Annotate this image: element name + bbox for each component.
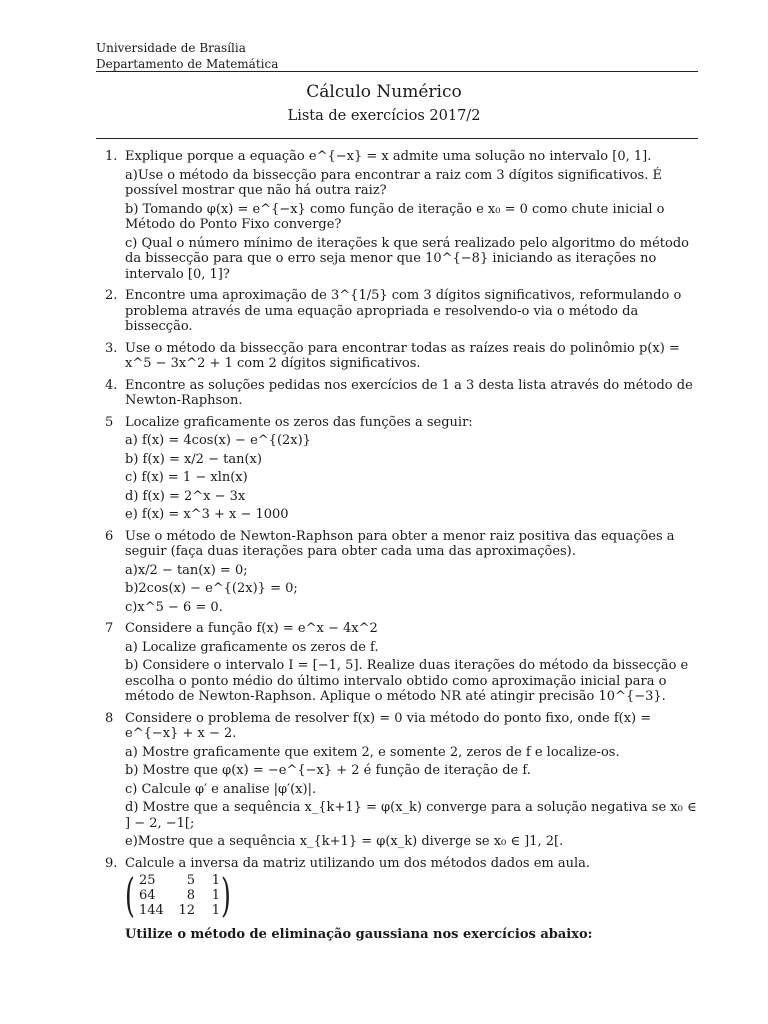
problem-part: a) Mostre graficamente que exitem 2, e somente 2, zeros de f e localize-os.: [125, 744, 620, 760]
problem-text: Use o método de Newton-Raphson para obter a menor raiz positiva das equações a seguir (faça duas iterações para obter cada uma das aproximações).: [125, 528, 675, 559]
problem-part: e) f(x) = x^3 + x − 1000: [125, 507, 289, 522]
matrix-cell: 5: [186, 873, 195, 888]
problem-number: 3.: [105, 340, 118, 356]
matrix-cell: 12: [178, 903, 195, 918]
problem-4: [96, 378, 698, 409]
problem-part: e)Mostre que a sequência x_{k+1} = φ(x_k) diverge se x₀ ∈ ]1, 2[.: [125, 834, 564, 849]
problem-3: [96, 341, 698, 372]
matrix-cell: 64: [139, 888, 156, 903]
problem-part: a) f(x) = 4cos(x) − e^{(2x)}: [125, 433, 311, 448]
problem-text: Localize graficamente os zeros das funções a seguir:: [125, 414, 473, 430]
department-name: Departamento de Matemática: [96, 57, 279, 71]
problem-part: b) Mostre que φ(x) = −e^{−x} + 2 é função de iteração de f.: [125, 763, 531, 778]
problem-part: c) Calcule φ′ e analise |φ′(x)|.: [125, 781, 317, 797]
problem-text: Encontre as soluções pedidas nos exercícios de 1 a 3 desta lista através do método de Newton-Raphson.: [125, 377, 693, 408]
problem-part: b)2cos(x) − e^{(2x)} = 0;: [125, 581, 298, 596]
header-divider: [96, 71, 698, 72]
problem-1: [96, 149, 698, 282]
matrix-cell: 8: [186, 888, 195, 903]
problem-number: 5: [105, 414, 114, 430]
problem-part: c)x^5 − 6 = 0.: [125, 599, 223, 615]
problem-2: [96, 288, 698, 335]
problem-text: Considere a função f(x) = e^x − 4x^2: [125, 621, 378, 636]
document-subtitle: Lista de exercícios 2017/2: [287, 108, 481, 124]
matrix-cell: 1: [211, 903, 220, 918]
problem-text: Explique porque a equação e^{−x} = x admite uma solução no intervalo [0, 1].: [125, 149, 652, 164]
problem-text: Use o método da bissecção para encontrar todas as raízes reais do polinômio p(x) = x^5 − 3x^2 + 1 com 2 dígitos significativos.: [125, 340, 680, 371]
gaussian-elimination-instruction: Utilize o método de eliminação gaussiana nos exercícios abaixo:: [125, 927, 593, 942]
problem-part: c) Qual o número mínimo de iterações k que será realizado pelo algoritmo do método da bissecção para que o erro seja menor que 10^{−8} iniciando as iterações no intervalo [0, 1]?: [125, 235, 689, 282]
problem-number: 4.: [105, 377, 118, 393]
problem-text: Encontre uma aproximação de 3^{1/5} com 3 dígitos significativos, reformulando o problema através de uma equação apropriada e resolvendo-o via o método da bissecção.: [125, 288, 682, 334]
problem-part: b) Tomando φ(x) = e^{−x} como função de iteração e x₀ = 0 como chute inicial o Método do Ponto Fixo converge?: [125, 201, 665, 232]
problem-9: [96, 856, 698, 922]
matrix-cell: 1: [211, 873, 220, 888]
problem-part: b) Considere o intervalo I = [−1, 5]. Realize duas iterações do método da bissecção e escolha o ponto médio do último intervalo obtido como aproximação inicial para o método de Newton-Raphson. Aplique o método NR até atingir precisão 10^{−3}.: [125, 658, 689, 704]
problem-part: d) Mostre que a sequência x_{k+1} = φ(x_k) converge para a solução negativa se x₀ ∈ ] − 2, −1[;: [125, 800, 697, 831]
problem-part: b) f(x) = x/2 − tan(x): [125, 451, 262, 467]
problem-part: d) f(x) = 2^x − 3x: [125, 488, 246, 504]
problem-list: [96, 149, 698, 943]
title-divider: [96, 138, 698, 139]
matrix-left-paren: (: [125, 868, 135, 922]
problem-7: [96, 621, 698, 705]
problem-6: [96, 529, 698, 616]
problem-number: 6: [105, 528, 114, 544]
problem-part: a) Localize graficamente os zeros de f.: [125, 639, 379, 655]
document-title: Cálculo Numérico: [306, 82, 462, 102]
problem-part: a)x/2 − tan(x) = 0;: [125, 562, 248, 578]
matrix: [125, 868, 239, 922]
problem-5: [96, 415, 698, 523]
problem-text: Calcule a inversa da matriz utilizando um dos métodos dados em aula.: [125, 855, 591, 871]
problem-part: c) f(x) = 1 − xln(x): [125, 470, 248, 485]
problem-number: 2.: [105, 288, 118, 303]
matrix-cell: 1: [211, 888, 220, 903]
matrix-cell: 144: [139, 903, 164, 918]
problem-number: 9.: [105, 855, 118, 871]
problem-number: 8: [105, 710, 114, 726]
problem-text: Considere o problema de resolver f(x) = 0 via método do ponto fixo, onde f(x) = e^{−x} + x − 2.: [125, 710, 652, 741]
problem-part: a)Use o método da bissecção para encontrar a raiz com 3 dígitos significativos. É possível mostrar que não há outra raiz?: [125, 167, 662, 198]
institution-name: Universidade de Brasília: [96, 41, 246, 55]
matrix-right-paren: ): [221, 868, 231, 922]
header-institution-block: [96, 40, 278, 72]
problem-8: [96, 711, 698, 850]
problem-number: 1.: [105, 149, 118, 164]
matrix-cell: 25: [139, 873, 156, 888]
problem-number: 7: [105, 621, 114, 636]
